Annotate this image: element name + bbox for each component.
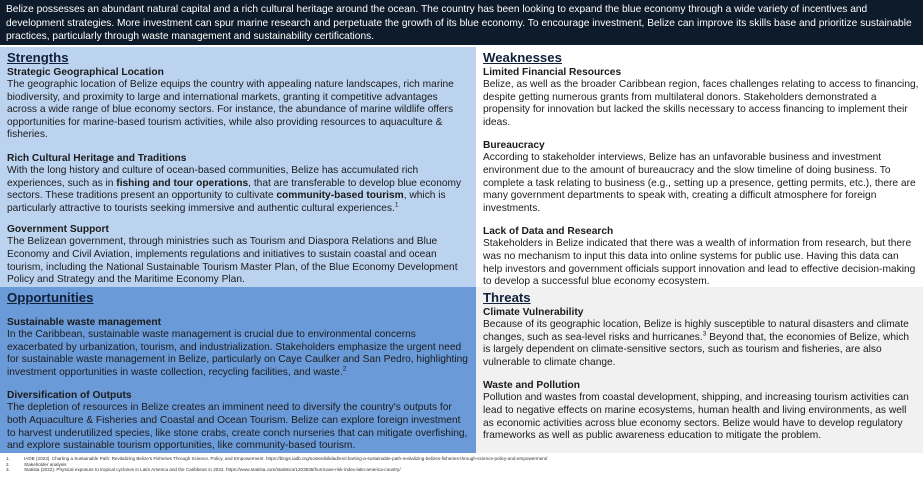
footnote-text: Stakeholder analysis (24, 461, 67, 467)
emphasis-text: community-based tourism (276, 190, 404, 202)
body-text: , which is particularly attractive to tourists seeking immersive and authentic cultural experiences. (7, 190, 446, 214)
weakness-bureaucracy (483, 139, 919, 215)
body-text: Because of its geographic location, Belize is highly susceptible to natural disasters and climate changes, such as sea-level risks and hurricanes. (483, 319, 909, 343)
weaknesses-title: Weaknesses (483, 50, 562, 65)
threat-pollution (483, 379, 919, 442)
body-text: With the long history and culture of ocean-based communities, Belize has accumulated rich experiences, such as in (7, 164, 419, 189)
threats-title: Threats (483, 290, 531, 305)
opportunities-title: Opportunities (7, 290, 94, 305)
strength-heritage (7, 152, 470, 215)
strengths-title: Strengths (7, 50, 69, 65)
intro-banner (0, 0, 923, 45)
section-body: Stakeholders in Belize indicated that there was a wealth of information from research, but there was no mechanism to input this data into online systems for public use. Having this data can help investors and government officials support innovation and lead to effective decision-making to develop a successful blue economy ecosystem. (483, 238, 916, 287)
section-body (7, 329, 470, 379)
section-title: Bureaucracy (483, 140, 545, 152)
footnote (6, 467, 917, 473)
section-title: Sustainable waste management (7, 317, 161, 328)
opportunity-diversification (7, 389, 470, 452)
body-text: Beyond that, the economies of Belize, which is largely dependent on climate-sensitive sectors, such as tourism and fisheries, are also vulnerable to climate change. (483, 331, 910, 368)
section-body: Belize, as well as the broader Caribbean region, faces challenges relating to access to financing, despite getting numerous grants from multilateral donors. Stakeholders demonstrated a propensity for innovation but lacked the skills necessary to access financing to implement their ideas. (483, 79, 919, 128)
footnote-ref: 1 (394, 201, 399, 209)
section-body: The Belizean government, through ministries such as Tourism and Diaspora Relations and Blue Economy and Civil Aviation, implements regulations and initiatives to sustain coastal and ocean tourism, including the National Sustainable Tourism Master Plan, of the Blue Economy Development Policy and Strategy and the Maritime Economy Plan. (7, 236, 458, 286)
section-body: The depletion of resources in Belize creates an imminent need to diversify the country's outputs for both Aquaculture & Fisheries and Coastal and Ocean Tourism. Belize can explore foreign investment to harvest underutilized species, like stone crabs, create conch nurseries that can mitigate overfishing, and explore sustainable tourism opportunities, like community-based tourism. (7, 402, 468, 452)
strength-geography (7, 66, 470, 142)
threat-climate (483, 306, 919, 369)
opportunities-panel (0, 287, 476, 453)
section-title: Limited Financial Resources (483, 67, 622, 78)
footnote-number: 1. (6, 456, 10, 461)
footnote-ref: 2 (342, 365, 347, 373)
section-body: According to stakeholder interviews, Belize has an unfavorable business and investment environment due to the amount of bureaucracy and the slow timeline of doing business. To complete a task relating to business (e.g., setting up a presence, getting permits, etc.), there are many government departments to speak with, creating a difficult atmosphere for foreign investments. (483, 152, 916, 214)
weakness-finance (483, 66, 919, 129)
body-text: In the Caribbean, sustainable waste management is crucial due to environmental concerns exacerbated by urbanization, tourism, and industrialization. Stakeholders emphasize the urgent need for sustainable waste management in Belize, particularly on Caye Caulker and San Pedro, highlighting investment opportunities in waste collection, recycling facilities, and waste. (7, 329, 468, 378)
threats-panel (476, 287, 923, 453)
footnote-text: Statista (2022). Physical exposure to tropical cyclones in Latin America and the Caribbean in 2022. https://www.statista.com/statistics/1203935/hurricane-risk-index-latin-america-country/ (24, 467, 401, 473)
intro-text: Belize possesses an abundant natural capital and a rich cultural heritage around the ocean. The country has been looking to expand the blue economy through a wide variety of incentives and development strategies. More investment can spur marine research and perpetuate the growth of its blue economy. To encourage investment, Belize can improve its skills base and prioritize sustainable practices, particularly through waste management and sustainability certifications. (6, 4, 912, 42)
footnote-text: IADB (2023). Charting a Sustainable Path: Revitalizing Belize's Fisheries Through Science, Policy, and Empowerment. https://blogs.iadb.org/sostenibilidad/en/charting-a-sustainable-path-revitalizing-belizes-fisheries-through-science-policy-and-empowerment/ (24, 456, 548, 461)
footnote-number: 2. (6, 461, 10, 467)
weaknesses-panel (476, 47, 923, 287)
emphasis-text: fishing and tour operations (116, 177, 249, 189)
weakness-data (483, 225, 919, 287)
section-title: Diversification of Outputs (7, 390, 132, 402)
section-title: Lack of Data and Research (483, 226, 614, 238)
section-title: Rich Cultural Heritage and Traditions (7, 152, 187, 164)
footnote-ref: 3 (702, 330, 707, 338)
section-title: Waste and Pollution (483, 380, 580, 392)
footnote-number: 3. (6, 467, 10, 473)
section-body (483, 319, 919, 369)
section-title: Strategic Geographical Location (7, 67, 164, 78)
body-text: , that are transferable to develop blue economy sectors. These traditions present an opportunity to cultivate (7, 177, 462, 202)
strengths-panel (0, 47, 476, 287)
footnotes (0, 455, 923, 488)
strength-government (7, 223, 470, 286)
opportunity-waste (7, 316, 470, 379)
section-body: Pollution and wastes from coastal development, shipping, and increasing tourism activities can lead to negative effects on marine ecosystems, human health and living environments, as well as economic activities across blue economy sectors. Belize would have to develop regulatory frameworks as well as public awareness education to mitigate the problem. (483, 392, 909, 442)
section-body (7, 165, 470, 215)
section-title: Climate Vulnerability (483, 307, 584, 318)
section-title: Government Support (7, 224, 109, 236)
section-body: The geographic location of Belize equips the country with appealing nature landscapes, rich marine biodiversity, and proximity to large and international markets, granting it competitive advantages across a wide range of blue economy sectors. For instance, the abundance of marine wildlife offers opportunities for marine-based tourism activities, while also providing resources to aquaculture & fisheries. (7, 79, 454, 141)
